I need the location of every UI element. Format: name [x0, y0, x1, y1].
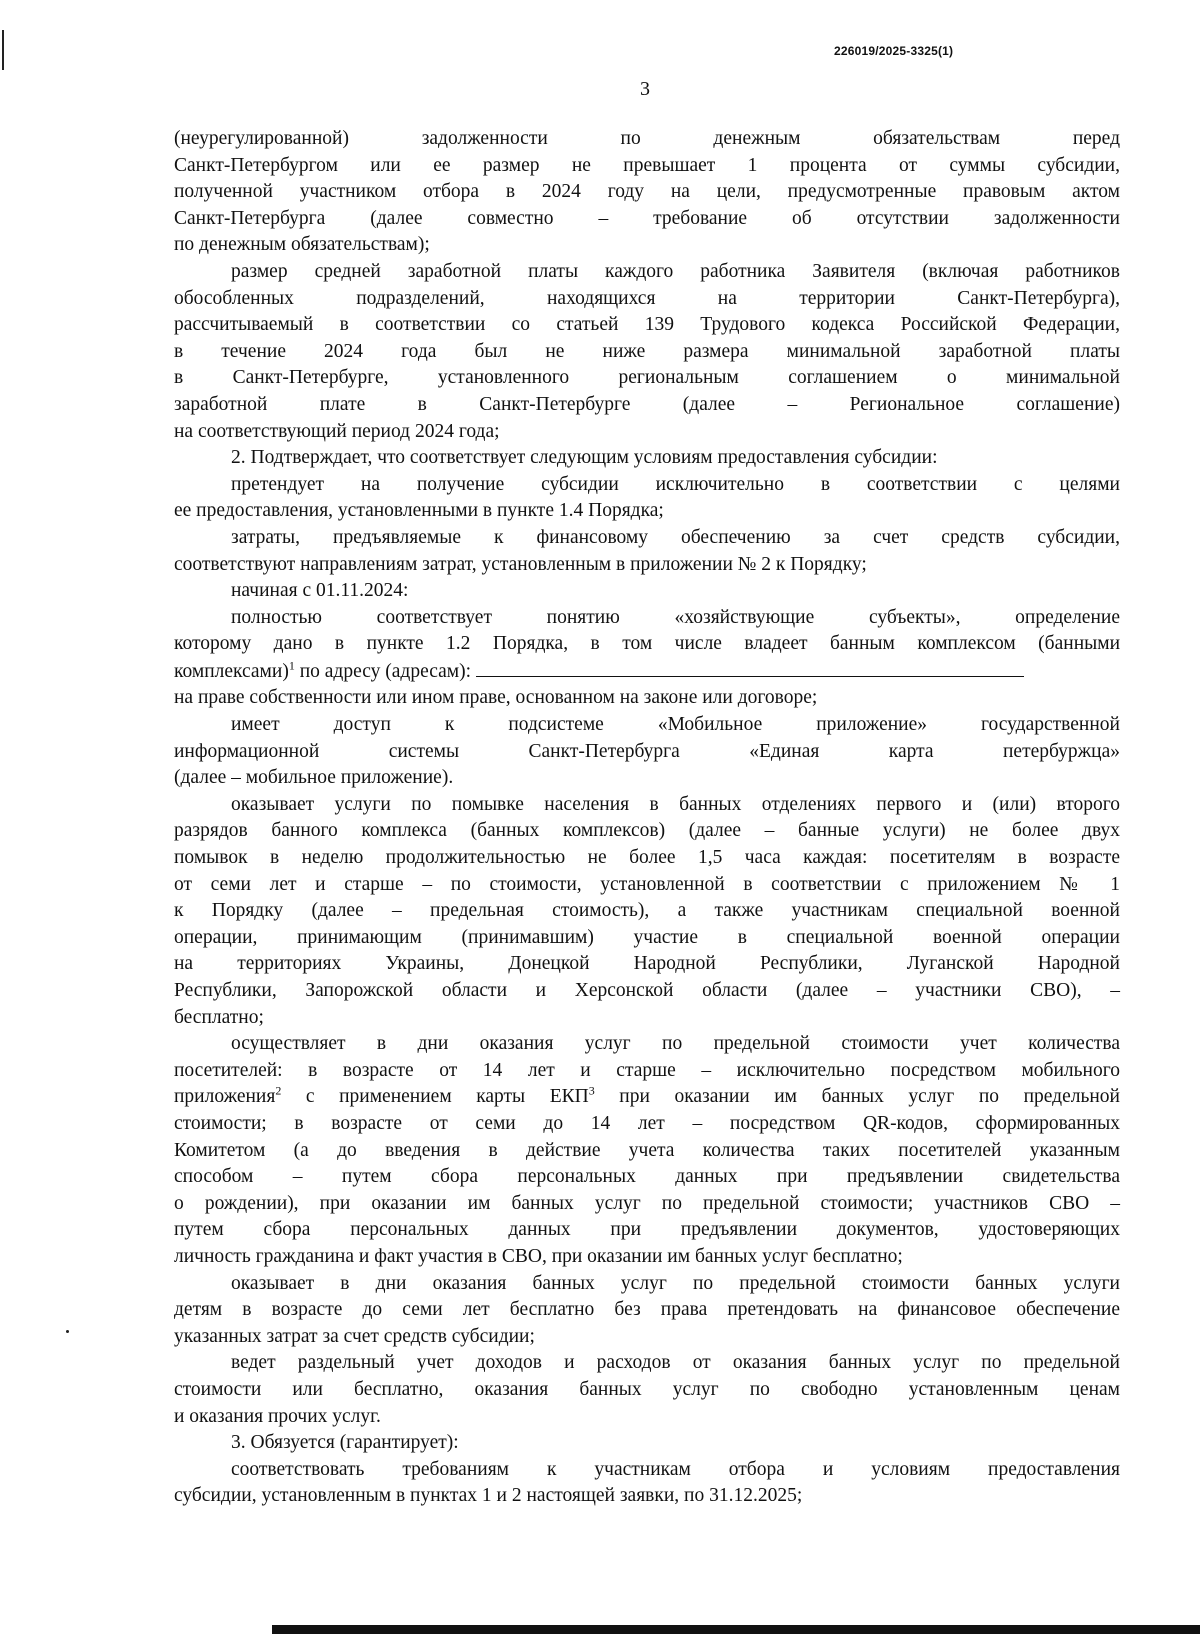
scan-speck [2, 30, 4, 70]
text-fragment: с применением карты ЕКП [281, 1086, 589, 1108]
text-fragment: комплексами) [174, 660, 289, 682]
text-line: стоимости или бесплатно, оказания банных услуг по свободно установленным ценам [174, 1378, 1120, 1400]
text-line: претендует на получение субсидии исключительно в соответствии с целями [231, 473, 1120, 495]
text-line: заработной плате в Санкт-Петербурге (далее – Региональное соглашение) [174, 393, 1120, 415]
text-line: рассчитываемый в соответствии со статьей 139 Трудового кодекса Российской Федерации, [174, 314, 1120, 336]
text-line: соответствовать требованиям к участникам отбора и условиям предоставления [231, 1458, 1120, 1480]
address-blank-line[interactable] [476, 658, 1024, 677]
text-line: (неурегулированной) задолженности по денежным обязательствам перед [174, 128, 1120, 149]
text-line: полностью соответствует понятию «хозяйствующие субъекты», определение [231, 606, 1120, 628]
text-fragment: при оказании им банных услуг по предельной [594, 1086, 1120, 1108]
text-line: начиная с 01.11.2024: [231, 580, 409, 602]
page-number: 3 [640, 78, 650, 100]
text-line: по денежным обязательствам); [174, 234, 430, 256]
scan-speck [66, 1330, 69, 1333]
text-fragment: по адресу (адресам): [294, 660, 472, 682]
text-line: оказывает услуги по помывке населения в банных отделениях первого и (или) второго [231, 793, 1120, 815]
text-line: на праве собственности или ином праве, основанном на законе или договоре; [174, 687, 818, 709]
text-line: полученной участником отбора в 2024 году на цели, предусмотренные правовым актом [174, 181, 1120, 203]
text-line: обособленных подразделений, находящихся на территории Санкт-Петербурга), [174, 287, 1120, 309]
text-line: ее предоставления, установленными в пункте 1.4 Порядка; [174, 500, 664, 522]
text-line: и оказания прочих услуг. [174, 1405, 381, 1427]
section-heading: 2. Подтверждает, что соответствует следующим условиям предоставления субсидии: [231, 447, 938, 469]
text-line: в течение 2024 года был не ниже размера минимальной заработной платы [174, 340, 1120, 362]
scan-edge-bar [272, 1625, 1200, 1634]
text-line: на территориях Украины, Донецкой Народной Республики, Луганской Народной [174, 953, 1120, 975]
text-line: путем сбора персональных данных при предъявлении документов, удостоверяющих [174, 1219, 1120, 1241]
text-line: на соответствующий период 2024 года; [174, 420, 500, 442]
footnote-ref: 1 [288, 658, 295, 673]
text-line: которому дано в пункте 1.2 Порядка, в том числе владеет банным комплексом (банными [174, 633, 1120, 655]
text-line: ведет раздельный учет доходов и расходов от оказания банных услуг по предельной [231, 1352, 1120, 1374]
text-line: операции, принимающим (принимавшим) участие в специальной военной операции [174, 926, 1120, 948]
text-line: разрядов банного комплекса (банных комплексов) (далее – банные услуги) не более двух [174, 820, 1120, 842]
text-line: размер средней заработной платы каждого работника Заявителя (включая работников [231, 260, 1120, 282]
text-line: способом – путем сбора персональных данных при предъявлении свидетельства [174, 1166, 1120, 1188]
text-line: посетителей: в возрасте от 14 лет и старше – исключительно посредством мобильного [174, 1059, 1120, 1081]
text-line: личность гражданина и факт участия в СВО, при оказании им банных услуг бесплатно; [174, 1245, 903, 1267]
text-line: указанных затрат за счет средств субсидии; [174, 1325, 535, 1347]
text-line: имеет доступ к подсистеме «Мобильное приложение» государственной [231, 714, 1120, 736]
section-heading: 3. Обязуется (гарантирует): [231, 1432, 459, 1454]
text-fragment: приложения [174, 1086, 276, 1108]
text-line: в Санкт-Петербурге, установленного региональным соглашением о минимальной [174, 367, 1120, 389]
text-line: о рождении), при оказании им банных услуг по предельной стоимости; участников СВО – [174, 1192, 1120, 1214]
footnote-ref: 3 [588, 1083, 595, 1098]
text-line: бесплатно; [174, 1006, 264, 1028]
text-line [174, 658, 1120, 686]
document-body [174, 126, 1120, 1510]
text-line: соответствуют направлениям затрат, установленным в приложении № 2 к Порядку; [174, 553, 867, 575]
text-line: осуществляет в дни оказания услуг по предельной стоимости учет количества [231, 1033, 1120, 1055]
text-line: к Порядку (далее – предельная стоимость), а также участникам специальной военной [174, 900, 1120, 922]
text-line: Санкт-Петербургом или ее размер не превышает 1 процента от суммы субсидии, [174, 154, 1120, 176]
text-line: стоимости; в возрасте от семи до 14 лет – посредством QR-кодов, сформированных [174, 1112, 1120, 1134]
text-line: Комитетом (а до введения в действие учета количества таких посетителей указанным [174, 1139, 1120, 1161]
text-line [174, 1084, 1120, 1111]
text-line: Санкт-Петербурга (далее совместно – требование об отсутствии задолженности [174, 207, 1120, 229]
text-line: (далее – мобильное приложение). [174, 767, 454, 789]
text-line: оказывает в дни оказания банных услуг по предельной стоимости банных услуги [231, 1272, 1120, 1294]
footnote-ref: 2 [275, 1083, 282, 1098]
text-line: от семи лет и старше – по стоимости, установленной в соответствии с приложением № 1 [174, 873, 1120, 895]
text-line: Республики, Запорожской области и Херсонской области (далее – участники СВО), – [174, 980, 1120, 1001]
text-line: детям в возрасте до семи лет бесплатно без права претендовать на финансовое обеспечение [174, 1299, 1120, 1321]
text-line: затраты, предъявляемые к финансовому обеспечению за счет средств субсидии, [231, 526, 1120, 548]
text-line: помывок в неделю продолжительностью не более 1,5 часа каждая: посетителям в возрасте [174, 847, 1120, 869]
text-line: информационной системы Санкт-Петербурга «Единая карта петербуржца» [174, 740, 1120, 762]
document-id: 226019/2025-3325(1) [834, 44, 954, 58]
text-line: субсидии, установленным в пунктах 1 и 2 настоящей заявки, по 31.12.2025; [174, 1485, 803, 1507]
